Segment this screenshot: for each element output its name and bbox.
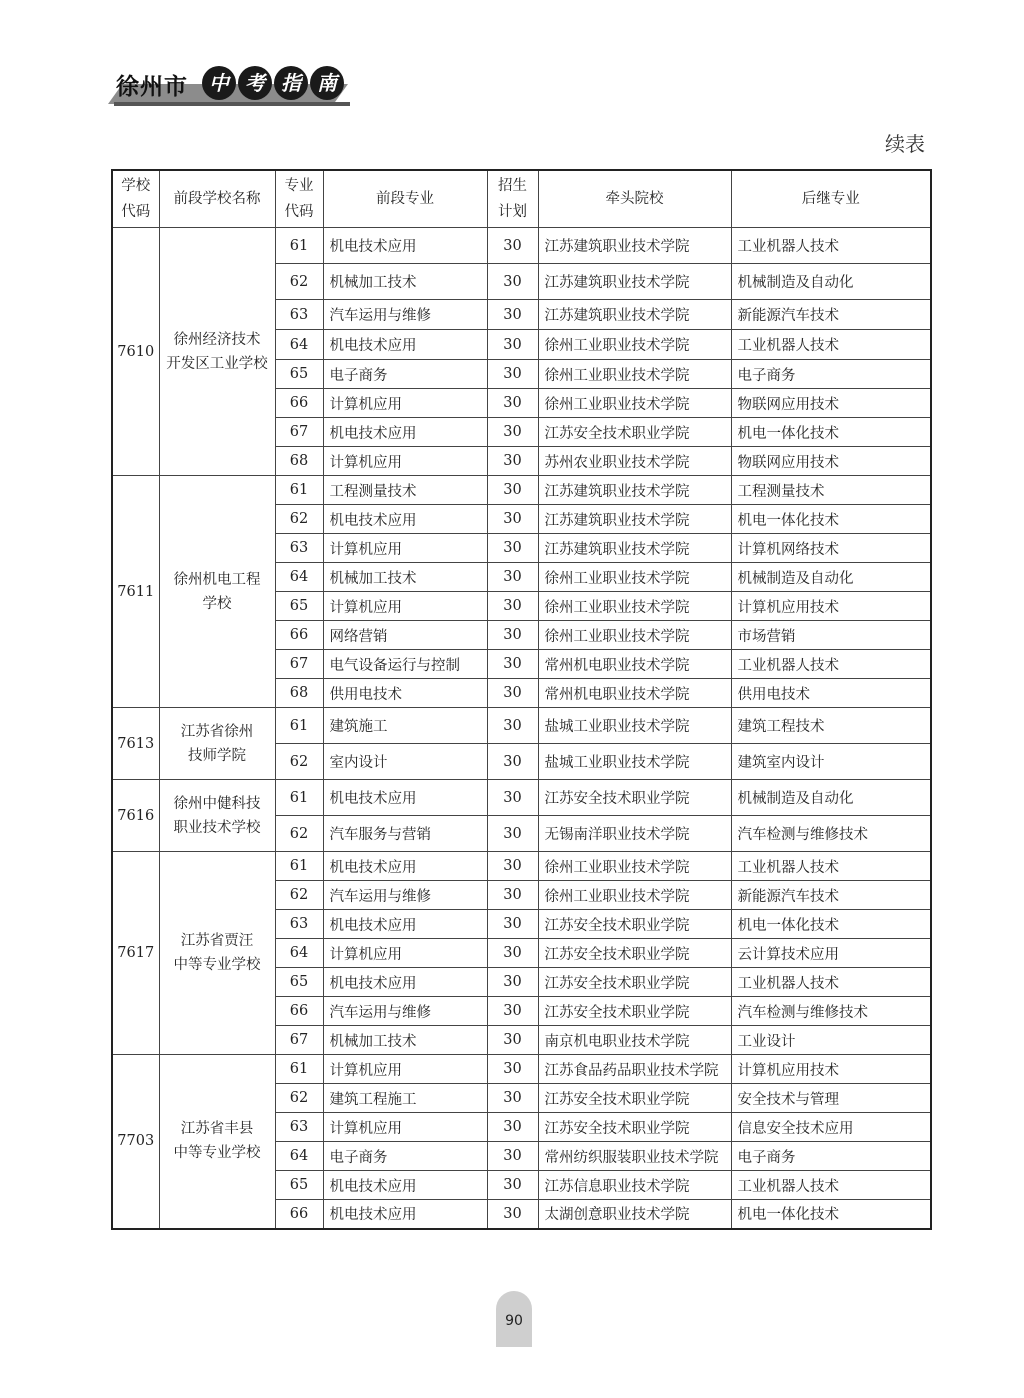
follow-major-cell: 云计算技术应用 (731, 939, 931, 968)
follow-major-cell: 机电一体化技术 (731, 1200, 931, 1229)
follow-major-cell: 工业机器人技术 (731, 852, 931, 881)
lead-college-cell: 江苏安全技术职业学院 (538, 939, 731, 968)
school-name-line: 徐州机电工程 (173, 571, 261, 588)
column-header-line: 前段专业 (376, 191, 434, 207)
major-code-cell: 63 (275, 300, 323, 330)
plan-cell: 30 (487, 360, 538, 389)
lead-college-cell: 徐州工业职业技术学院 (538, 389, 731, 418)
school-code-cell: 7703 (112, 1055, 159, 1229)
column-header (487, 170, 538, 228)
front-major-cell: 机电技术应用 (323, 968, 487, 997)
major-code-cell: 67 (275, 1026, 323, 1055)
front-major-cell: 电气设备运行与控制 (323, 650, 487, 679)
front-major-cell: 机械加工技术 (323, 1026, 487, 1055)
major-code-cell: 67 (275, 650, 323, 679)
column-header (538, 170, 731, 228)
table-header-row (112, 170, 931, 228)
lead-college-cell: 江苏安全技术职业学院 (538, 968, 731, 997)
plan-cell: 30 (487, 447, 538, 476)
front-major-cell: 机械加工技术 (323, 264, 487, 300)
school-name-line: 中等专业学校 (173, 1145, 261, 1162)
plan-cell: 30 (487, 1055, 538, 1084)
school-code-cell: 7611 (112, 476, 159, 708)
column-header-line: 前段学校名称 (173, 191, 261, 207)
lead-college-cell: 徐州工业职业技术学院 (538, 621, 731, 650)
table-body (112, 228, 931, 1229)
plan-cell: 30 (487, 476, 538, 505)
front-major-cell: 机电技术应用 (323, 852, 487, 881)
follow-major-cell: 物联网应用技术 (731, 447, 931, 476)
major-code-cell: 65 (275, 360, 323, 389)
follow-major-cell: 计算机网络技术 (731, 534, 931, 563)
lead-college-cell: 江苏信息职业技术学院 (538, 1171, 731, 1200)
lead-college-cell: 江苏安全技术职业学院 (538, 910, 731, 939)
continued-table-label: 续表 (885, 132, 925, 156)
lead-college-cell: 太湖创意职业技术学院 (538, 1200, 731, 1229)
plan-cell: 30 (487, 563, 538, 592)
plan-cell: 30 (487, 1171, 538, 1200)
front-major-cell: 机电技术应用 (323, 228, 487, 264)
header-title-char: 中 (202, 66, 236, 100)
major-code-cell: 64 (275, 563, 323, 592)
lead-college-cell: 南京机电职业技术学院 (538, 1026, 731, 1055)
follow-major-cell: 安全技术与管理 (731, 1084, 931, 1113)
follow-major-cell: 市场营销 (731, 621, 931, 650)
plan-cell: 30 (487, 1200, 538, 1229)
column-header-line: 学校 (121, 178, 151, 194)
front-major-cell: 计算机应用 (323, 389, 487, 418)
front-major-cell: 机电技术应用 (323, 418, 487, 447)
lead-college-cell: 徐州工业职业技术学院 (538, 563, 731, 592)
major-code-cell: 64 (275, 939, 323, 968)
follow-major-cell: 电子商务 (731, 360, 931, 389)
plan-cell: 30 (487, 300, 538, 330)
major-code-cell: 62 (275, 816, 323, 852)
front-major-cell: 机电技术应用 (323, 330, 487, 360)
school-name-line: 徐州中健科技 (173, 795, 261, 812)
plan-cell: 30 (487, 650, 538, 679)
lead-college-cell: 江苏建筑职业技术学院 (538, 264, 731, 300)
lead-college-cell: 江苏建筑职业技术学院 (538, 228, 731, 264)
school-name-line: 江苏省丰县 (180, 1121, 254, 1138)
lead-college-cell: 徐州工业职业技术学院 (538, 592, 731, 621)
major-code-cell: 62 (275, 881, 323, 910)
plan-cell: 30 (487, 852, 538, 881)
column-header-line: 牵头院校 (605, 191, 664, 207)
table-row (112, 1055, 931, 1084)
enrollment-table (111, 169, 932, 1230)
follow-major-cell: 汽车检测与维修技术 (731, 997, 931, 1026)
plan-cell: 30 (487, 997, 538, 1026)
plan-cell: 30 (487, 534, 538, 563)
front-major-cell: 建筑工程施工 (323, 1084, 487, 1113)
front-major-cell: 计算机应用 (323, 1113, 487, 1142)
column-header-line: 代码 (284, 204, 314, 220)
major-code-cell: 65 (275, 592, 323, 621)
follow-major-cell: 计算机应用技术 (731, 592, 931, 621)
follow-major-cell: 新能源汽车技术 (731, 881, 931, 910)
front-major-cell: 计算机应用 (323, 1055, 487, 1084)
major-code-cell: 62 (275, 505, 323, 534)
front-major-cell: 室内设计 (323, 744, 487, 780)
major-code-cell: 61 (275, 476, 323, 505)
plan-cell: 30 (487, 264, 538, 300)
major-code-cell: 63 (275, 1113, 323, 1142)
front-major-cell: 机电技术应用 (323, 780, 487, 816)
page-header (108, 62, 358, 112)
front-major-cell: 计算机应用 (323, 534, 487, 563)
plan-cell: 30 (487, 1142, 538, 1171)
plan-cell: 30 (487, 881, 538, 910)
lead-college-cell: 徐州工业职业技术学院 (538, 881, 731, 910)
table-row (112, 228, 931, 264)
follow-major-cell: 工业机器人技术 (731, 1171, 931, 1200)
follow-major-cell: 机电一体化技术 (731, 418, 931, 447)
follow-major-cell: 机械制造及自动化 (731, 264, 931, 300)
plan-cell: 30 (487, 910, 538, 939)
lead-college-cell: 徐州工业职业技术学院 (538, 360, 731, 389)
header-banner-shadow (114, 102, 350, 106)
lead-college-cell: 徐州工业职业技术学院 (538, 852, 731, 881)
follow-major-cell: 工业机器人技术 (731, 228, 931, 264)
front-major-cell: 计算机应用 (323, 592, 487, 621)
major-code-cell: 64 (275, 1142, 323, 1171)
major-code-cell: 61 (275, 852, 323, 881)
page-number: 90 (496, 1291, 532, 1347)
front-major-cell: 供用电技术 (323, 679, 487, 708)
plan-cell: 30 (487, 418, 538, 447)
header-title-char: 指 (274, 66, 308, 100)
front-major-cell: 机电技术应用 (323, 1200, 487, 1229)
follow-major-cell: 工业机器人技术 (731, 330, 931, 360)
plan-cell: 30 (487, 679, 538, 708)
front-major-cell: 汽车运用与维修 (323, 881, 487, 910)
plan-cell: 30 (487, 592, 538, 621)
school-code-cell: 7617 (112, 852, 159, 1055)
lead-college-cell: 常州机电职业技术学院 (538, 650, 731, 679)
follow-major-cell: 机电一体化技术 (731, 505, 931, 534)
front-major-cell: 汽车服务与营销 (323, 816, 487, 852)
header-title-char: 南 (310, 66, 344, 100)
plan-cell: 30 (487, 1084, 538, 1113)
follow-major-cell: 工业机器人技术 (731, 650, 931, 679)
lead-college-cell: 盐城工业职业技术学院 (538, 744, 731, 780)
follow-major-cell: 建筑室内设计 (731, 744, 931, 780)
column-header-line: 计划 (498, 204, 527, 220)
column-header (112, 170, 159, 228)
table-row (112, 708, 931, 744)
major-code-cell: 62 (275, 264, 323, 300)
school-name-line: 江苏省徐州 (180, 723, 254, 740)
major-code-cell: 67 (275, 418, 323, 447)
follow-major-cell: 工业设计 (731, 1026, 931, 1055)
lead-college-cell: 盐城工业职业技术学院 (538, 708, 731, 744)
follow-major-cell: 供用电技术 (731, 679, 931, 708)
table-row (112, 852, 931, 881)
plan-cell: 30 (487, 744, 538, 780)
major-code-cell: 62 (275, 1084, 323, 1113)
major-code-cell: 65 (275, 968, 323, 997)
follow-major-cell: 计算机应用技术 (731, 1055, 931, 1084)
column-header (731, 170, 931, 228)
lead-college-cell: 江苏安全技术职业学院 (538, 997, 731, 1026)
front-major-cell: 工程测量技术 (323, 476, 487, 505)
follow-major-cell: 机电一体化技术 (731, 910, 931, 939)
school-name-line: 开发区工业学校 (166, 355, 268, 372)
school-name-line: 中等专业学校 (173, 957, 261, 973)
column-header-line: 后继专业 (801, 191, 860, 207)
front-major-cell: 建筑施工 (323, 708, 487, 744)
follow-major-cell: 机械制造及自动化 (731, 563, 931, 592)
lead-college-cell: 江苏安全技术职业学院 (538, 1084, 731, 1113)
lead-college-cell: 江苏安全技术职业学院 (538, 418, 731, 447)
plan-cell: 30 (487, 228, 538, 264)
front-major-cell: 电子商务 (323, 1142, 487, 1171)
lead-college-cell: 无锡南洋职业技术学院 (538, 816, 731, 852)
lead-college-cell: 苏州农业职业技术学院 (538, 447, 731, 476)
lead-college-cell: 常州机电职业技术学院 (538, 679, 731, 708)
front-major-cell: 机电技术应用 (323, 1171, 487, 1200)
plan-cell: 30 (487, 939, 538, 968)
column-header-line: 专业 (284, 178, 314, 194)
major-code-cell: 66 (275, 621, 323, 650)
table-row (112, 780, 931, 816)
plan-cell: 30 (487, 708, 538, 744)
school-name-cell (159, 708, 275, 780)
front-major-cell: 计算机应用 (323, 939, 487, 968)
plan-cell: 30 (487, 1113, 538, 1142)
major-code-cell: 68 (275, 679, 323, 708)
front-major-cell: 机电技术应用 (323, 505, 487, 534)
front-major-cell: 网络营销 (323, 621, 487, 650)
lead-college-cell: 江苏安全技术职业学院 (538, 1113, 731, 1142)
front-major-cell: 汽车运用与维修 (323, 997, 487, 1026)
major-code-cell: 65 (275, 1171, 323, 1200)
school-code-cell: 7610 (112, 228, 159, 476)
school-name-cell (159, 852, 275, 1055)
front-major-cell: 汽车运用与维修 (323, 300, 487, 330)
major-code-cell: 63 (275, 534, 323, 563)
front-major-cell: 机械加工技术 (323, 563, 487, 592)
lead-college-cell: 江苏建筑职业技术学院 (538, 505, 731, 534)
header-title-char: 考 (238, 66, 272, 100)
follow-major-cell: 建筑工程技术 (731, 708, 931, 744)
major-code-cell: 66 (275, 389, 323, 418)
follow-major-cell: 物联网应用技术 (731, 389, 931, 418)
school-name-line: 技师学院 (188, 747, 246, 764)
plan-cell: 30 (487, 816, 538, 852)
lead-college-cell: 常州纺织服装职业技术学院 (538, 1142, 731, 1171)
front-major-cell: 电子商务 (323, 360, 487, 389)
follow-major-cell: 工业机器人技术 (731, 968, 931, 997)
lead-college-cell: 江苏安全技术职业学院 (538, 780, 731, 816)
front-major-cell: 计算机应用 (323, 447, 487, 476)
school-name-cell (159, 1055, 275, 1229)
major-code-cell: 68 (275, 447, 323, 476)
school-code-cell: 7616 (112, 780, 159, 852)
follow-major-cell: 工程测量技术 (731, 476, 931, 505)
plan-cell: 30 (487, 389, 538, 418)
school-name-cell (159, 780, 275, 852)
follow-major-cell: 电子商务 (731, 1142, 931, 1171)
major-code-cell: 61 (275, 780, 323, 816)
major-code-cell: 66 (275, 997, 323, 1026)
column-header-line: 代码 (121, 204, 151, 220)
lead-college-cell: 徐州工业职业技术学院 (538, 330, 731, 360)
column-header (159, 170, 275, 228)
major-code-cell: 61 (275, 708, 323, 744)
lead-college-cell: 江苏建筑职业技术学院 (538, 476, 731, 505)
major-code-cell: 61 (275, 1055, 323, 1084)
major-code-cell: 61 (275, 228, 323, 264)
school-name-line: 学校 (202, 595, 232, 612)
major-code-cell: 66 (275, 1200, 323, 1229)
school-name-cell (159, 476, 275, 708)
plan-cell: 30 (487, 621, 538, 650)
follow-major-cell: 新能源汽车技术 (731, 300, 931, 330)
table-row (112, 476, 931, 505)
school-name-line: 江苏省贾汪 (180, 933, 254, 949)
lead-college-cell: 江苏建筑职业技术学院 (538, 300, 731, 330)
plan-cell: 30 (487, 330, 538, 360)
column-header (323, 170, 487, 228)
plan-cell: 30 (487, 505, 538, 534)
front-major-cell: 机电技术应用 (323, 910, 487, 939)
school-name-cell (159, 228, 275, 476)
follow-major-cell: 汽车检测与维修技术 (731, 816, 931, 852)
major-code-cell: 62 (275, 744, 323, 780)
plan-cell: 30 (487, 1026, 538, 1055)
column-header (275, 170, 323, 228)
follow-major-cell: 机械制造及自动化 (731, 780, 931, 816)
major-code-cell: 63 (275, 910, 323, 939)
school-code-cell: 7613 (112, 708, 159, 780)
plan-cell: 30 (487, 968, 538, 997)
major-code-cell: 64 (275, 330, 323, 360)
follow-major-cell: 信息安全技术应用 (731, 1113, 931, 1142)
lead-college-cell: 江苏食品药品职业技术学院 (538, 1055, 731, 1084)
school-name-line: 徐州经济技术 (173, 331, 261, 348)
header-city: 徐州市 (116, 74, 188, 100)
plan-cell: 30 (487, 780, 538, 816)
lead-college-cell: 江苏建筑职业技术学院 (538, 534, 731, 563)
school-name-line: 职业技术学校 (173, 819, 261, 836)
column-header-line: 招生 (498, 178, 527, 194)
